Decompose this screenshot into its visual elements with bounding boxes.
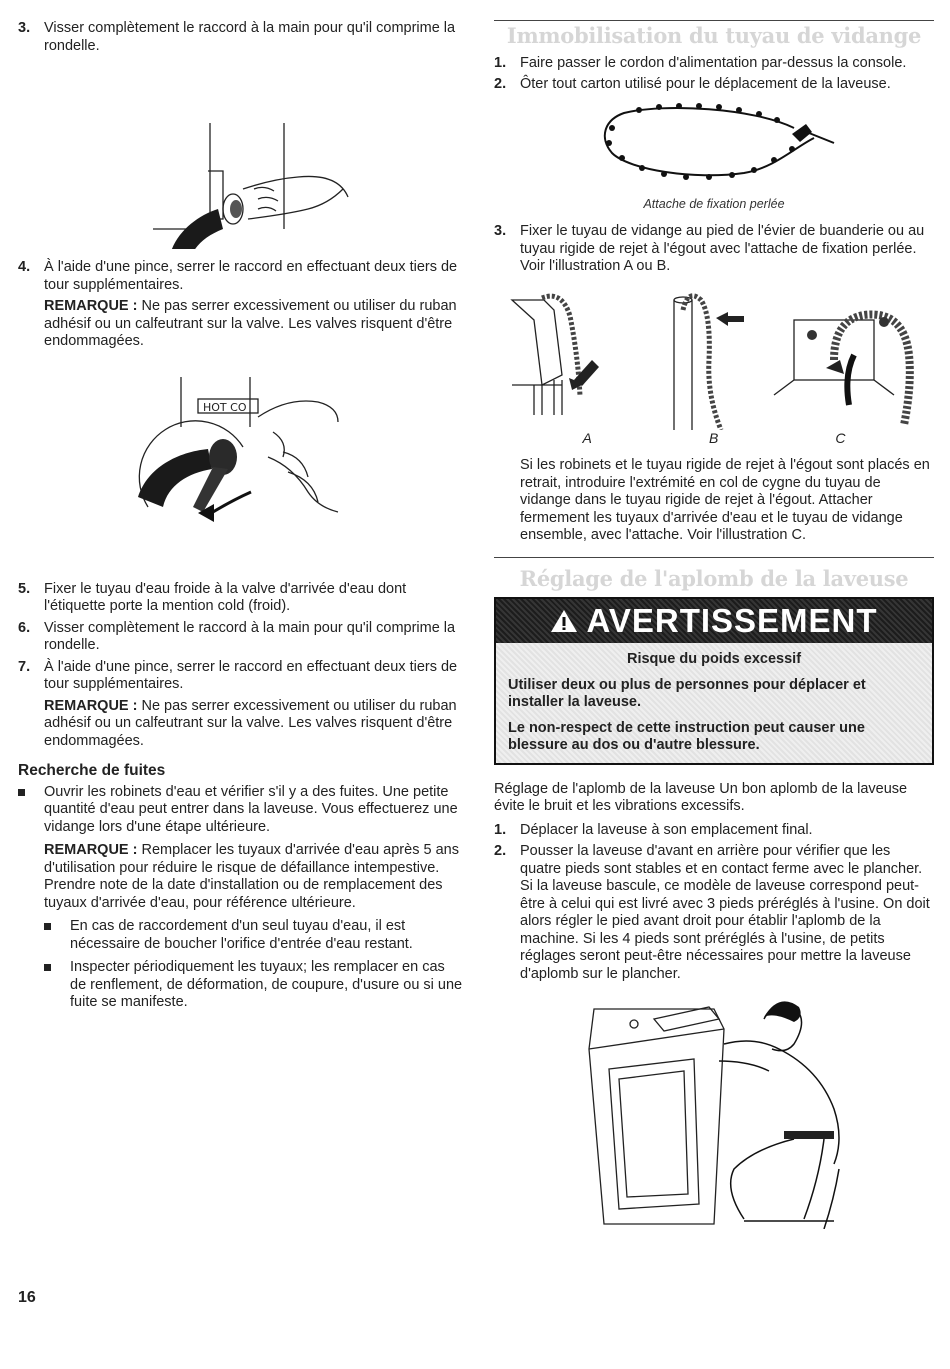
note-text: Ne pas serrer excessivement ou utiliser du ruban adhésif ou un calfeutrant sur la valve. Les valves risquent d'être endommagées.	[44, 298, 457, 349]
note-3	[18, 842, 463, 912]
step-text: Fixer le tuyau d'eau froide à la valve d'arrivée d'eau dont l'étiquette porte la mention cold (froid).	[44, 580, 407, 614]
warning-instruction: Utiliser deux ou plus de personnes pour déplacer et installer la laveuse.	[508, 676, 866, 710]
step-number: 5.	[18, 580, 31, 597]
beaded-tie-illustration	[494, 98, 934, 194]
label-a: A	[582, 429, 592, 446]
warning-box	[494, 597, 934, 765]
valve-label: HOT CO	[203, 400, 247, 414]
note-label: REMARQUE :	[44, 697, 138, 714]
warning-subtitle: Risque du poids excessif	[626, 651, 802, 667]
illustration-a	[512, 300, 562, 415]
left-column	[18, 20, 463, 1018]
note-2	[18, 698, 463, 751]
step-3-hand-tighten	[18, 20, 463, 55]
note-text: Ne pas serrer excessivement ou utiliser du ruban adhésif ou un calfeutrant sur la valve. Les valves risquent d'être endommagées.	[44, 697, 457, 749]
step-text: Visser complètement le raccord à la main pour qu'il comprime la rondelle.	[44, 619, 456, 653]
step-3-secure-drain	[494, 223, 934, 276]
label-c: C	[835, 429, 846, 446]
leveling-intro: Réglage de l'aplomb de la laveuse Un bon aplomb de la laveuse évite le bruit et les vibrations excessifs.	[494, 780, 908, 814]
illustration-b	[674, 297, 692, 430]
step-number: 3.	[18, 20, 31, 36]
label-b: B	[708, 429, 719, 446]
step-5-cold-hose	[18, 581, 463, 616]
step-text: À l'aide d'une pince, serrer le raccord en effectuant deux tiers de tour supplémentaires.	[44, 259, 458, 293]
step-6-hand-tighten	[18, 620, 463, 655]
level-step-2	[494, 843, 934, 983]
illustration-labels	[494, 430, 934, 448]
note-1	[18, 298, 463, 351]
step-1-power-cord	[494, 55, 934, 73]
tie-caption: Attache de fixation perlée	[643, 196, 785, 211]
right-column	[494, 20, 934, 1229]
warning-header	[496, 599, 932, 643]
step-number: 2.	[494, 843, 507, 859]
step-number: 7.	[18, 658, 31, 675]
step-text: Déplacer la laveuse à son emplacement final.	[520, 821, 813, 838]
step-number: 3.	[494, 223, 507, 239]
step-number: 4.	[18, 259, 31, 275]
leak-check-heading: Recherche de fuites	[18, 762, 166, 779]
step-text: Fixer le tuyau de vidange au pied de l'évier de buanderie ou au tuyau rigide de rejet à l'égout avec l'attache de fixation perlée. Voir l'illustration A ou B.	[520, 223, 925, 274]
sub-bullet-single-hose: En cas de raccordement d'un seul tuyau d'eau, il est nécessaire de boucher l'orifice d'entrée d'eau restant.	[18, 918, 463, 953]
step-4-plier-tighten	[18, 259, 463, 294]
drain-hose-title: Immobilisation du tuyau de vidange	[506, 23, 922, 48]
divider	[494, 557, 934, 558]
page-number: 16	[18, 1289, 36, 1306]
note-label: REMARQUE :	[44, 842, 138, 858]
step-number: 2.	[494, 76, 507, 92]
hand-tighten-illustration	[18, 59, 463, 249]
warning-triangle-icon	[550, 608, 578, 634]
plier-tighten-illustration	[18, 357, 463, 567]
step-text: Pousser la laveuse d'avant en arrière pour vérifier que les quatre pieds sont stables et en contact ferme avec le plancher. Si la laveuse bascule, ce modèle de laveuse correspond peut-être à celui qui est livré avec 3 pieds préréglés à l'usine. On doit alors régler le pied avant droit pour établir l'aplomb de la machine. Si les 4 pieds sont préréglés à l'usine, de petits réglages seront peut-être nécessaires pour mettre la laveuse d'aplomb sur le plancher.	[520, 843, 930, 982]
leak-check-bullet: Ouvrir les robinets d'eau et vérifier s'il y a des fuites. Une petite quantité d'eau peut entrer dans la laveuse. Vous effectuerez une vidange lors d'une étape ultérieure.	[18, 784, 463, 837]
recessed-paragraph: Si les robinets et le tuyau rigide de rejet à l'égout sont placés en retrait, introduire l'extrémité en col de cygne du tuyau de vidange dans le tuyau rigide de rejet à l'égout. Attacher fermement les tuyaux d'arrivée d'eau et le tuyau de vidange ensemble, avec l'attache. Voir l'illustration C.	[520, 457, 930, 543]
step-7-plier-tighten	[18, 659, 463, 694]
step-text: Ôter tout carton utilisé pour le déplacement de la laveuse.	[520, 76, 891, 92]
step-2-remove-cardboard	[494, 76, 934, 94]
note-text: Remplacer les tuyaux d'arrivée d'eau après 5 ans d'utilisation pour réduire le risque de défaillance intempestive. Prendre note de la date d'installation ou de remplacement des tuyaux d'arrivée d'eau, pour référence ultérieure.	[44, 842, 459, 911]
level-step-1	[494, 822, 934, 840]
sub-bullet-inspect-hoses: Inspecter périodiquement les tuyaux; les remplacer en cas de renflement, de déformation, de coupure, d'usure ou si une fuite se manifeste.	[18, 959, 463, 1012]
divider	[494, 20, 934, 21]
warning-consequence: Le non-respect de cette instruction peut causer une blessure au dos ou d'autre blessure.	[508, 719, 865, 753]
step-text: Visser complètement le raccord à la main pour qu'il comprime la rondelle.	[44, 20, 456, 54]
washer-rocking-illustration	[494, 989, 934, 1229]
step-number: 1.	[494, 54, 507, 71]
step-text: À l'aide d'une pince, serrer le raccord en effectuant deux tiers de tour supplémentaires.	[44, 658, 458, 692]
warning-title: AVERTISSEMENT	[586, 602, 878, 640]
step-number: 1.	[494, 821, 507, 838]
leveling-title: Réglage de l'aplomb de la laveuse	[519, 565, 909, 591]
warning-body	[496, 643, 932, 763]
drain-options-illustration	[494, 280, 934, 430]
step-text: Faire passer le cordon d'alimentation par-dessus la console.	[520, 54, 907, 71]
note-label: REMARQUE :	[44, 298, 138, 314]
step-number: 6.	[18, 619, 31, 636]
